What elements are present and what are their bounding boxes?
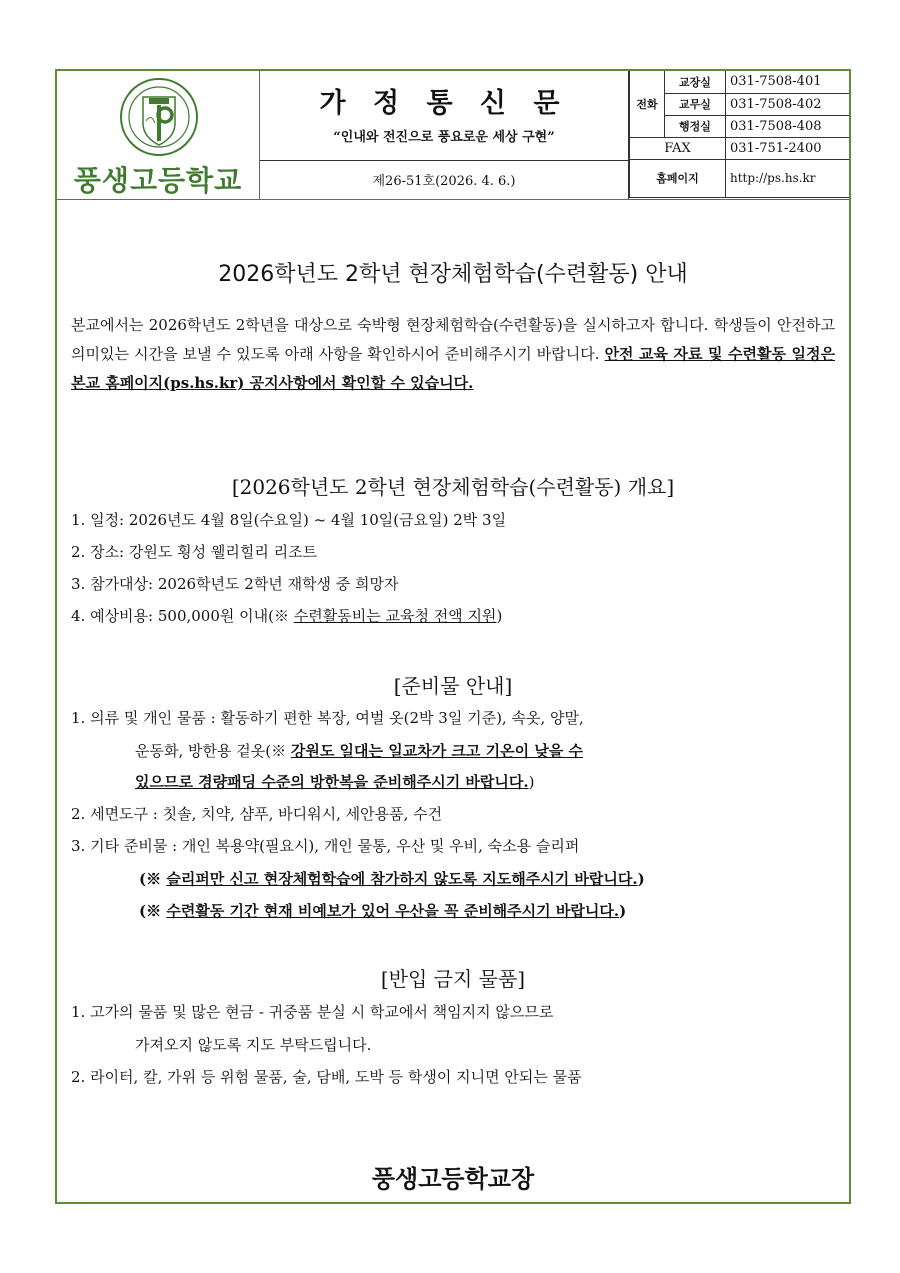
overview-item-schedule: 1. 일정: 2026년도 4월 8일(수요일) ~ 4월 10일(금요일) 2박 3일: [71, 511, 507, 529]
note-end: ): [619, 902, 627, 920]
intro-highlight: 안전 교육 자료 및 수련활동 일정은 본교 홈페이지(ps.hs.kr) 공지사항에서 확인할 수 있습니다.: [71, 345, 835, 392]
clothing-note-cont: 있으므로 경량패딩 수준의 방한복을 준비해주시기 바랍니다.: [135, 773, 529, 791]
dept-principal: 교장실: [665, 71, 726, 93]
prohibited-item-valuables: 1. 고가의 물품 및 많은 현금 - 귀중품 분실 시 학교에서 책임지지 않으므로: [71, 1003, 554, 1021]
newsletter-title: 가 정 통 신 문: [319, 88, 569, 119]
note-umbrella-text: 수련활동 기간 현재 비예보가 있어 우산을 꼭 준비해주시기 바랍니다.: [166, 902, 620, 920]
letterhead: [57, 71, 849, 200]
supplies-note-slippers: [139, 868, 645, 889]
supplies-item-clothing: 1. 의류 및 개인 물품 : 활동하기 편한 복장, 여벌 옷(2박 3일 기준), 속옷, 양말,: [71, 709, 584, 727]
supplies-item-clothing-cont2: [135, 771, 534, 792]
prohibited-title: [반입 금지 물품]: [380, 967, 526, 991]
cost-text: 4. 예상비용: 500,000원 이내(※: [71, 607, 294, 625]
note-mark: (※: [139, 902, 167, 920]
cost-note: 수련활동비는 교육청 전액 지원: [293, 607, 497, 625]
note-mark: (※: [139, 870, 167, 888]
letterhead-center: [260, 71, 629, 199]
school-seal-icon: [119, 77, 199, 157]
school-logo-block: [57, 71, 260, 199]
intro-text: 본교에서는 2026학년도 2학년을 대상으로 숙박형 현장체험학습(수련활동)을 실시하고자 합니다. 학생들이 안전하고 의미있는 시간을 보낼 수 있도록 아래 사항을 확인하시어 준비해주시기 바랍니다.: [71, 316, 835, 363]
supplies-title: [준비물 안내]: [393, 674, 513, 698]
clothing-end: ): [528, 773, 535, 791]
dept-academic: 교무실: [665, 93, 726, 115]
note-slippers-text: 슬리퍼만 신고 현장체험학습에 참가하지 않도록 지도해주시기 바랍니다.: [166, 870, 638, 888]
overview-item-cost: [71, 605, 502, 626]
phone-principal: 031-7508-401: [726, 71, 850, 93]
school-motto: “인내와 전진으로 풍요로운 세상 구현”: [333, 130, 555, 145]
prohibited-item-dangerous: 2. 라이터, 칼, 가위 등 위험 물품, 술, 담배, 도박 등 학생이 지니면 안되는 물품: [71, 1068, 582, 1086]
principal-signature: 풍생고등학교장: [371, 1165, 535, 1193]
supplies-note-umbrella: [139, 900, 626, 921]
supplies-item-clothing-cont: [135, 740, 583, 761]
note-end: ): [637, 870, 645, 888]
document-title: 2026학년도 2학년 현장체험학습(수련활동) 안내: [218, 262, 688, 287]
fax-label: FAX: [630, 137, 726, 159]
phone-academic: 031-7508-402: [726, 93, 850, 115]
phone-admin: 031-7508-408: [726, 115, 850, 137]
homepage-label: 홈페이지: [630, 159, 726, 197]
supplies-item-other: 3. 기타 준비물 : 개인 복용약(필요시), 개인 물통, 우산 및 우비, 숙소용 슬리퍼: [71, 837, 580, 855]
phone-label: 전화: [630, 71, 665, 137]
overview-title: [2026학년도 2학년 현장체험학습(수련활동) 개요]: [231, 475, 675, 499]
homepage-link[interactable]: http://ps.hs.kr: [726, 159, 850, 197]
overview-item-location: 2. 장소: 강원도 횡성 웰리힐리 리조트: [71, 543, 318, 561]
overview-item-participants: 3. 참가대상: 2026학년도 2학년 재학생 중 희망자: [71, 575, 399, 593]
contact-table: [629, 71, 849, 198]
dept-admin: 행정실: [665, 115, 726, 137]
prohibited-item-valuables-cont: 가져오지 않도록 지도 부탁드립니다.: [135, 1036, 372, 1054]
supplies-item-toiletries: 2. 세면도구 : 칫솔, 치약, 샴푸, 바디워시, 세안용품, 수건: [71, 805, 443, 823]
clothing-note: 강원도 일대는 일교차가 크고 기온이 낮을 수: [290, 742, 584, 760]
divider: [260, 160, 628, 161]
clothing-text: 운동화, 방한용 겉옷(※: [135, 742, 291, 760]
issue-number: 제26-51호(2026. 4. 6.): [372, 174, 516, 189]
intro-paragraph: [71, 311, 835, 398]
school-name: 풍생고등학교: [73, 164, 243, 197]
document-frame: [55, 69, 851, 1204]
fax-number: 031-751-2400: [726, 137, 850, 159]
cost-end: ): [496, 607, 503, 625]
